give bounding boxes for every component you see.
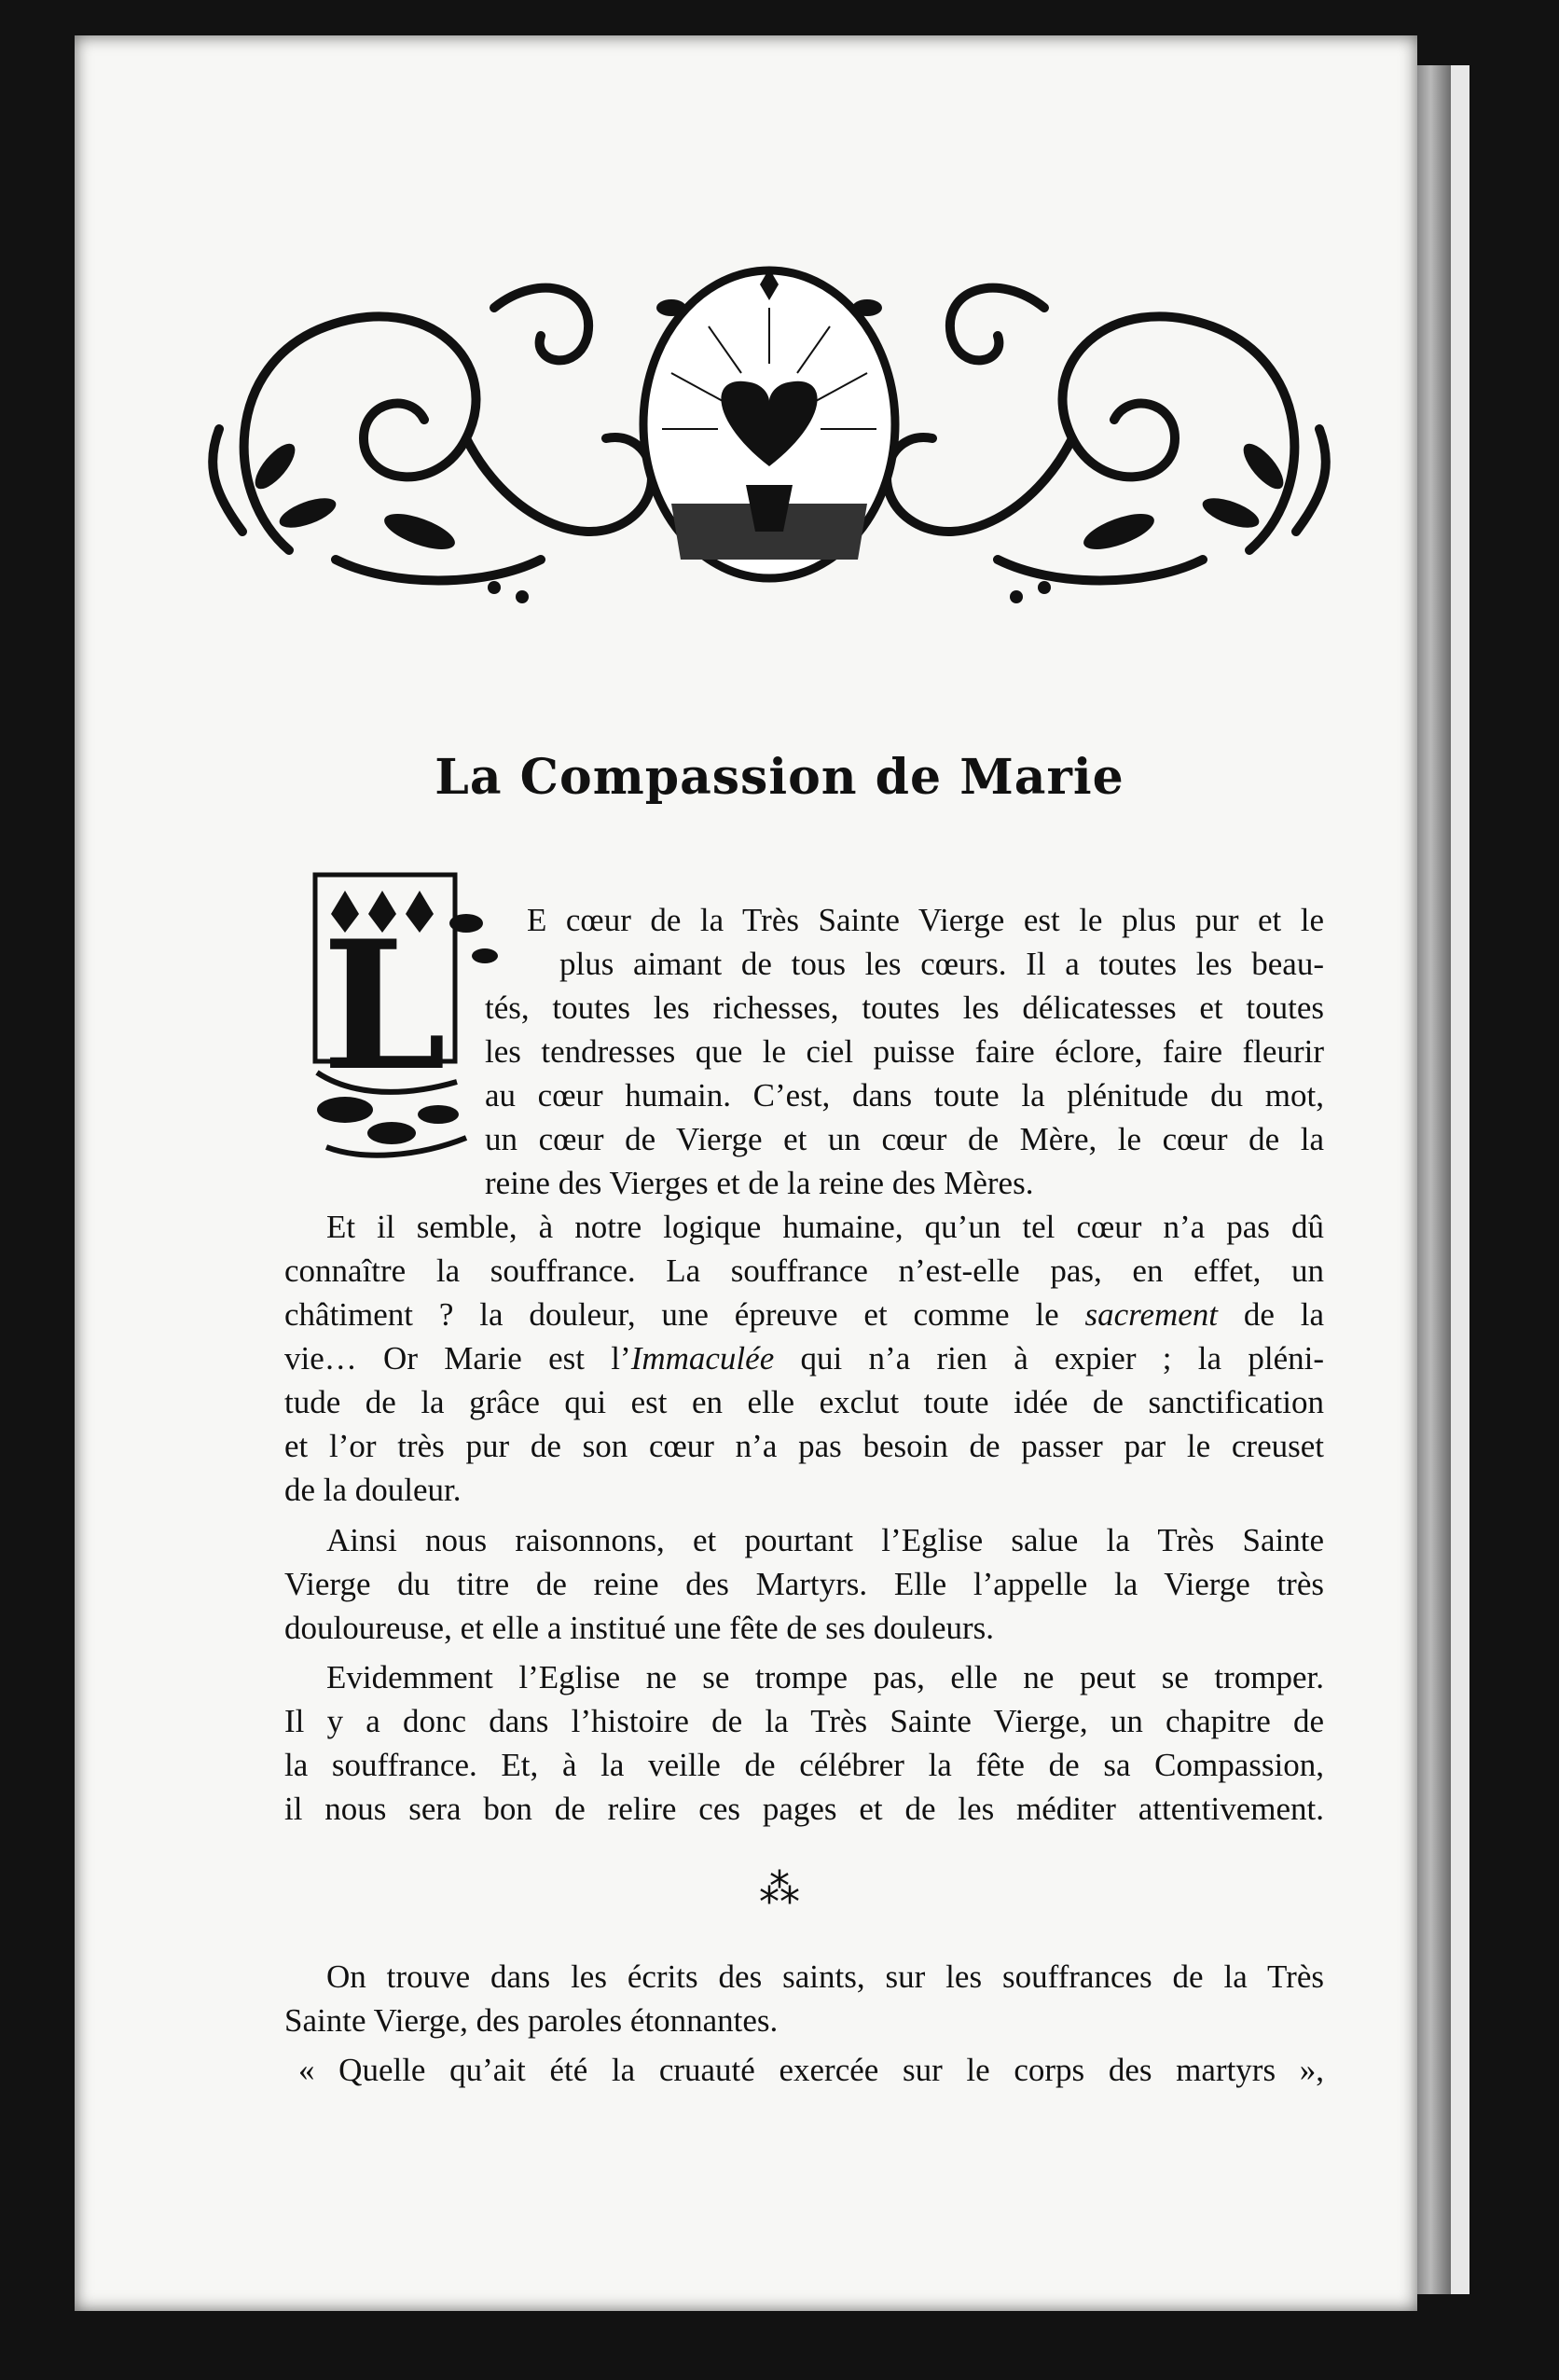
text-line: plus aimant de tous les cœurs. Il a toutes les beau- [559,946,1324,982]
text-line: « Quelle qu’ait été la cruauté exercée sur le corps des martyrs », [298,2052,1324,2088]
text-line: Ainsi nous raisonnons, et pourtant l’Eglise salue la Très Sainte [326,1522,1324,1558]
text-line: il nous sera bon de relire ces pages et de les méditer attentivement. [284,1791,1324,1827]
text-line: douloureuse, et elle a institué une fête de ses douleurs. [284,1610,995,1646]
text-line: Et il semble, à notre logique humaine, qu’un tel cœur n’a pas dû [326,1209,1324,1245]
book-spine [1417,65,1451,2294]
section-asterism: ⁂ [759,1866,800,1912]
text-line: connaître la souffrance. La souffrance n’est-elle pas, en effet, un [284,1252,1324,1289]
emphasis-immaculee: Immaculée [630,1340,775,1377]
text-line: au cœur humain. C’est, dans toute la plénitude du mot, [485,1077,1324,1114]
text-line [284,1338,1324,1379]
text-segment: qui n’a rien à expier ; la pléni- [774,1340,1324,1377]
text-line: et l’or très pur de son cœur n’a pas besoin de passer par le creuset [284,1428,1324,1464]
text-segment: vie… Or Marie est l’ [284,1340,631,1377]
text-line: Il y a donc dans l’histoire de la Très Sainte Vierge, un chapitre de [284,1703,1324,1739]
emphasis-sacrement: sacrement [1084,1296,1219,1333]
text-segment: châtiment ? la douleur, une épreuve et comme le [284,1296,1059,1333]
svg-text:L: L [322,902,447,1110]
text-line: E cœur de la Très Sainte Vierge est le plus pur et le [527,902,1324,938]
text-line: Vierge du titre de reine des Martyrs. Elle l’appelle la Vierge très [284,1566,1324,1602]
page-title: La Compassion de Marie [435,748,1124,806]
text-line: tés, toutes les richesses, toutes les délicatesses et toutes [485,989,1324,1026]
next-page-edge [1451,65,1469,2294]
text-line: les tendresses que le ciel puisse faire éclore, faire fleurir [485,1033,1324,1070]
text-line: Sainte Vierge, des paroles étonnantes. [284,2002,779,2039]
text-line: la souffrance. Et, à la veille de célébrer la fête de sa Compassion, [284,1747,1324,1783]
text-line: On trouve dans les écrits des saints, sur les souffrances de la Très [326,1958,1324,1995]
text-line: de la douleur. [284,1472,462,1508]
text-line: Evidemment l’Eglise ne se trompe pas, elle ne peut se tromper. [326,1659,1324,1695]
text-segment: de la [1218,1296,1324,1333]
header-ornament [186,252,1352,625]
text-line: un cœur de Vierge et un cœur de Mère, le cœur de la [485,1121,1324,1157]
text-line: reine des Vierges et de la reine des Mères. [485,1165,1034,1201]
text-line: tude de la grâce qui est en elle exclut toute idée de sanctification [284,1384,1324,1420]
ornamental-drop-cap [308,867,504,1166]
text-line [284,1294,1324,1335]
